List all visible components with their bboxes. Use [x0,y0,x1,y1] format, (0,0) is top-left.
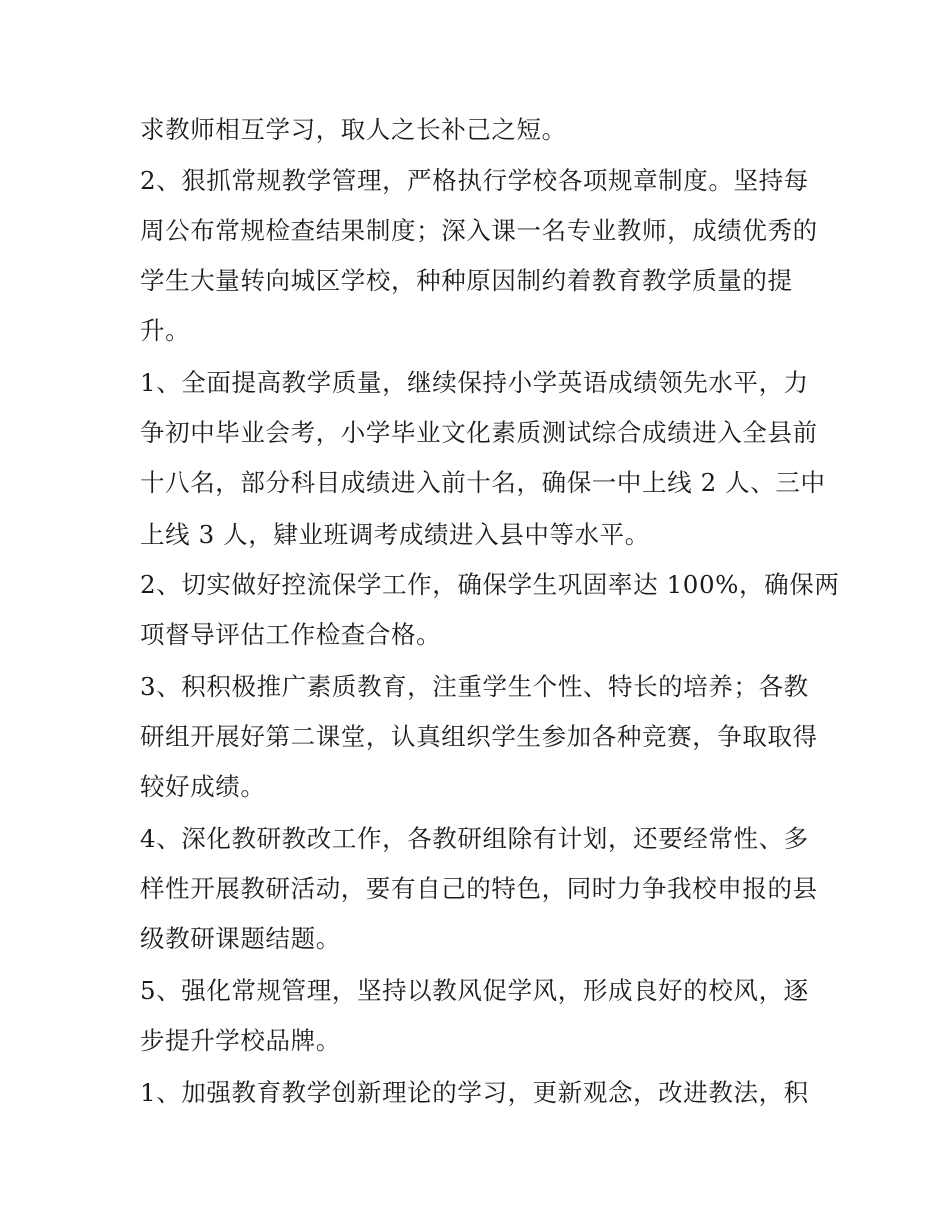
text-line: 5、强化常规管理，坚持以教风促学风，形成良好的校风，逐 [140,976,809,1005]
text-line: 较好成绩。 [140,772,266,801]
text-line: 周公布常规检查结果制度；深入课一名专业教师，成绩优秀的 [140,216,818,245]
text-line: 升。 [140,316,191,345]
text-line: 3、积积极推广素质教育，注重学生个性、特长的培养；各教 [140,672,809,701]
text-line: 十八名，部分科目成绩进入前十名，确保一中上线 2 人、三中 [140,468,826,497]
text-line: 步提升学校品牌。 [140,1026,341,1055]
text-line: 上线 3 人，肄业班调考成绩进入县中等水平。 [140,520,650,549]
text-line: 1、全面提高教学质量，继续保持小学英语成绩领先水平，力 [140,368,809,397]
text-line: 研组开展好第二课堂，认真组织学生参加各种竞赛，争取取得 [140,722,818,751]
text-line: 2、狠抓常规教学管理，严格执行学校各项规章制度。坚持每 [140,166,809,195]
text-line: 项督导评估工作检查合格。 [140,620,442,649]
text-line: 4、深化教研教改工作，各教研组除有计划，还要经常性、多 [140,824,809,853]
text-line: 样性开展教研活动，要有自己的特色，同时力争我校申报的县 [140,874,818,903]
text-line: 级教研课题结题。 [140,924,341,953]
text-line: 争初中毕业会考，小学毕业文化素质测试综合成绩进入全县前 [140,418,818,447]
text-line: 1、加强教育教学创新理论的学习，更新观念，改进教法，积 [140,1078,809,1107]
text-line: 求教师相互学习，取人之长补己之短。 [140,115,567,144]
text-line: 学生大量转向城区学校，种种原因制约着教育教学质量的提 [140,266,793,295]
text-line: 2、切实做好控流保学工作，确保学生巩固率达 100%，确保两 [140,570,840,599]
